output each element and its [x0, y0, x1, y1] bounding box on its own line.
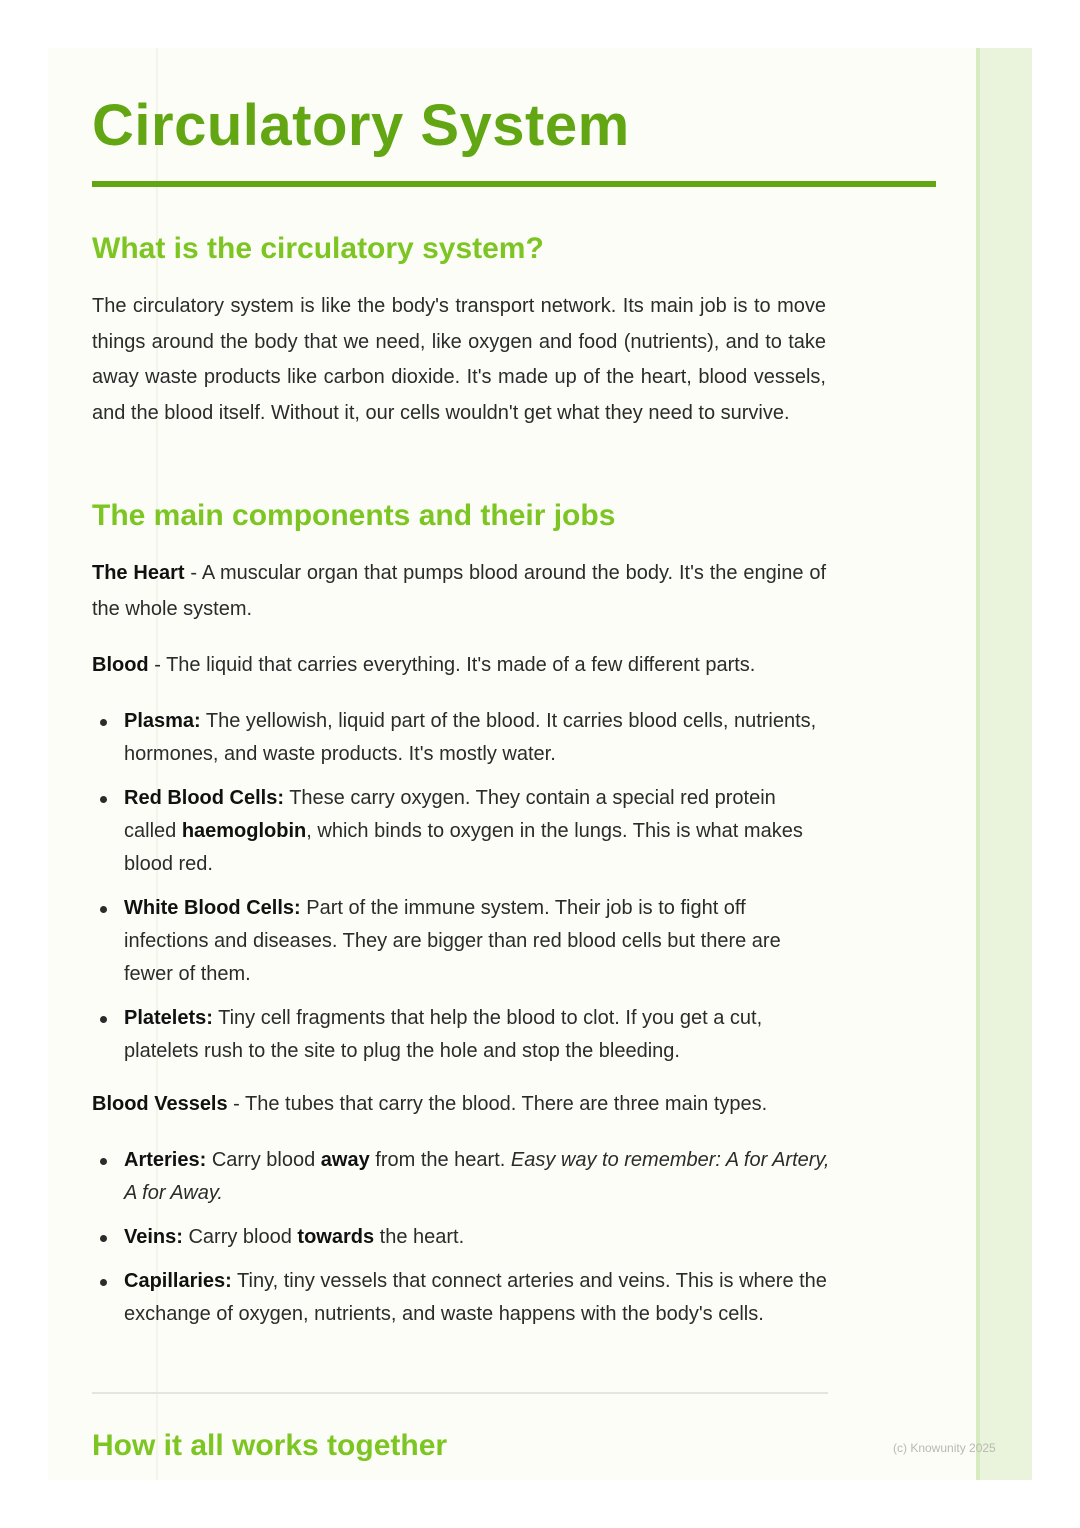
blood-parts-list: [92, 705, 832, 1068]
list-item-white-blood-cells: [92, 892, 832, 991]
bullet-icon: [100, 1279, 107, 1286]
veins-text-b: the heart.: [374, 1226, 465, 1248]
bullet-icon: [100, 719, 107, 726]
red-term: Red Blood Cells:: [124, 787, 285, 809]
vessels-text: - The tubes that carry the blood. There are three main types.: [227, 1093, 768, 1115]
section-divider: [92, 1392, 828, 1394]
red-text-a: These carry oxygen. They contain a special red protein called: [124, 787, 776, 842]
red-text-b: , which binds to oxygen in the lungs. This is what makes blood red.: [124, 820, 803, 875]
platelets-term: Platelets:: [124, 1007, 213, 1029]
white-text: Part of the immune system. Their job is to fight off infections and diseases. They are bigger than red blood cells but there are fewer of them.: [124, 897, 781, 985]
towards-term: towards: [297, 1226, 375, 1248]
section-heading-components: The main components and their jobs: [92, 499, 616, 532]
blood-paragraph: [92, 648, 826, 684]
title-underline: [92, 181, 936, 187]
blood-term: Blood: [92, 654, 149, 676]
arteries-mnemonic: Easy way to remember: A for Artery, A for Away.: [124, 1149, 830, 1204]
section-heading-how-it-works: How it all works together: [92, 1429, 448, 1462]
vessels-paragraph: [92, 1087, 826, 1123]
haemoglobin-term: haemoglobin: [181, 820, 307, 842]
plasma-text: The yellowish, liquid part of the blood. It carries blood cells, nutrients, hormones, and waste products. It's mostly water.: [124, 710, 817, 765]
bullet-icon: [100, 906, 107, 913]
arteries-text-b: from the heart.: [369, 1149, 511, 1171]
white-term: White Blood Cells:: [124, 897, 301, 919]
copyright-notice: (c) Knowunity 2025: [893, 1441, 996, 1455]
list-item-red-blood-cells: [92, 782, 832, 881]
arteries-term: Arteries:: [124, 1149, 207, 1171]
list-item-arteries: [92, 1144, 832, 1210]
capillaries-text: Tiny, tiny vessels that connect arteries and veins. This is where the exchange of oxygen, nutrients, and waste happens with the body's cells.: [124, 1270, 827, 1325]
list-item-veins: [92, 1221, 832, 1254]
list-item-plasma: [92, 705, 832, 771]
list-item-capillaries: [92, 1265, 832, 1331]
away-term: away: [320, 1149, 370, 1171]
heart-paragraph: [92, 556, 826, 627]
bullet-icon: [100, 1235, 107, 1242]
bullet-icon: [100, 1158, 107, 1165]
blood-text: - The liquid that carries everything. It's made of a few different parts.: [148, 654, 756, 676]
side-strip-line: [976, 48, 980, 1480]
bullet-icon: [100, 1016, 107, 1023]
section-heading-what-is: What is the circulatory system?: [92, 232, 544, 265]
bullet-icon: [100, 796, 107, 803]
capillaries-term: Capillaries:: [124, 1270, 232, 1292]
vessels-term: Blood Vessels: [92, 1093, 228, 1115]
platelets-text: Tiny cell fragments that help the blood to clot. If you get a cut, platelets rush to the site to plug the hole and stop the bleeding.: [124, 1007, 763, 1062]
heart-term: The Heart: [92, 562, 185, 584]
side-strip: [976, 48, 1032, 1480]
heart-text: - A muscular organ that pumps blood around the body. It's the engine of the whole system.: [92, 562, 827, 620]
page-title: Circulatory System: [92, 93, 630, 158]
veins-text-a: Carry blood: [182, 1226, 298, 1248]
intro-paragraph: The circulatory system is like the body's transport network. Its main job is to move things around the body that we need, like oxygen and food (nutrients), and to take away waste products like carbon dioxide. It's made up of the heart, blood vessels, and the blood itself. Without it, our cells wouldn't get what they need to survive.: [92, 295, 826, 424]
list-item-platelets: [92, 1002, 832, 1068]
veins-term: Veins:: [124, 1226, 183, 1248]
plasma-term: Plasma:: [124, 710, 201, 732]
arteries-text-a: Carry blood: [206, 1149, 321, 1171]
vessel-types-list: [92, 1144, 832, 1331]
